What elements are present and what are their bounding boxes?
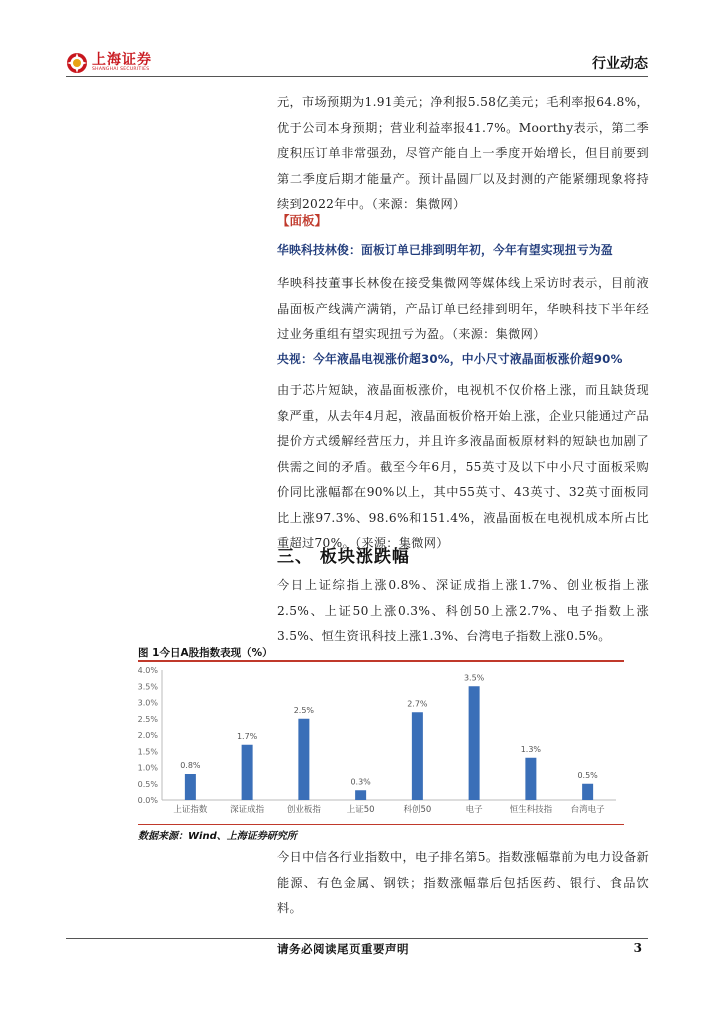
y-tick-label: 2.5% xyxy=(137,714,158,724)
bar xyxy=(185,774,196,800)
y-tick-label: 3.0% xyxy=(137,698,158,708)
data-label: 1.3% xyxy=(520,744,542,754)
paragraph-cpt-text: 华映科技董事长林俊在接受集微网等媒体线上采访时表示，目前液晶面板产线满产满销，产品订单已经排到明年，华映科技下半年经过业务重组有望实现扭亏为盈。（来源：集微网） xyxy=(277,276,649,341)
news-headline-cpt: 华映科技林俊：面板订单已排到明年初，今年有望实现扭亏为盈 xyxy=(277,243,613,257)
bar xyxy=(355,790,366,800)
paragraph-index-summary xyxy=(277,573,649,650)
paragraph-industry-rank-text: 今日中信各行业指数中，电子排名第5。指数涨幅靠前为电力设备新能源、有色金属、钢铁；指数涨幅靠后包括医药、银行、食品饮料。 xyxy=(277,850,649,915)
data-label: 3.5% xyxy=(463,673,485,683)
figure-title: 图 1今日A股指数表现（%） xyxy=(138,647,273,659)
x-tick-label: 上证指数 xyxy=(173,805,208,815)
y-tick-label: 0.5% xyxy=(137,779,158,789)
header-divider xyxy=(66,76,648,77)
x-tick-label: 台湾电子 xyxy=(570,805,605,815)
paragraph-industry-rank xyxy=(277,845,649,922)
y-tick-label: 4.0% xyxy=(137,666,158,675)
bar xyxy=(298,719,309,800)
x-tick-label: 上证50 xyxy=(346,805,375,815)
paragraph-cctv-text: 由于芯片短缺，液晶面板涨价，电视机不仅价格上涨，而且缺货现象严重，从去年4月起，液晶面板价格开始上涨，企业只能通过产品提价方式缓解经营压力，并且许多液晶面板原材料的短缺也加剧了供需之间的矛盾。截至今年6月，55英寸及以下中小尺寸面板采购价同比涨幅都在90%以上，其中55英寸、43英寸、32英寸面板同比上涨97.3%、98.6%和151.4%，液晶面板在电视机成本所占比重超过70%。（来源：集微网） xyxy=(277,383,649,550)
paragraph-earnings-text: 元，市场预期为1.91美元；净利报5.58亿美元；毛利率报64.8%，优于公司本身预期；营业利益率报41.7%。Moorthy表示，第二季度积压订单非常强劲，尽管产能自上一季度开始增长，但目前要到第二季度后期才能量产。预计晶圆厂以及封测的产能紧绷现象将持续到2022年中。（来源：集微网） xyxy=(277,95,649,211)
bar xyxy=(412,712,423,800)
bar xyxy=(469,686,480,800)
paragraph-earnings xyxy=(277,90,649,218)
data-label: 1.7% xyxy=(236,731,258,741)
disclaimer-note: 请务必阅读尾页重要声明 xyxy=(277,942,409,956)
footer-divider xyxy=(66,938,648,939)
logo-emblem-icon xyxy=(66,52,88,74)
y-tick-label: 3.5% xyxy=(137,682,158,692)
x-tick-label: 深证成指 xyxy=(230,805,265,815)
x-tick-label: 科创50 xyxy=(403,805,432,815)
y-tick-label: 0.0% xyxy=(137,796,158,805)
data-label: 2.5% xyxy=(293,705,315,715)
data-label: 2.7% xyxy=(407,699,428,709)
page-number: 3 xyxy=(633,941,642,955)
category-tag-panel: 【面板】 xyxy=(277,213,328,228)
data-label: 0.3% xyxy=(350,777,371,787)
bar xyxy=(242,745,253,800)
x-tick-label: 电子 xyxy=(465,805,483,815)
y-tick-label: 2.0% xyxy=(137,731,158,740)
x-tick-label: 创业板指 xyxy=(286,805,321,815)
bar xyxy=(582,784,593,800)
company-logo xyxy=(66,52,152,74)
news-headline-cctv: 央视：今年液晶电视涨价超30%，中小尺寸液晶面板涨价超90% xyxy=(277,352,623,366)
x-tick-label: 恒生科技指 xyxy=(509,805,553,815)
y-tick-label: 1.5% xyxy=(137,747,158,757)
figure-bottom-rule xyxy=(138,824,624,825)
logo-name-en: SHANGHAI SECURITIES xyxy=(92,67,150,73)
section-title: 三、 板块涨跌幅 xyxy=(277,547,410,567)
data-label: 0.8% xyxy=(180,761,201,770)
figure-source: 数据来源：Wind、上海证券研究所 xyxy=(138,831,297,842)
report-type-label: 行业动态 xyxy=(592,56,648,72)
paragraph-index-summary-text: 今日上证综指上涨0.8%、深证成指上涨1.7%、创业板指上涨2.5%、上证50上涨0.3%、科创50上涨2.7%、电子指数上涨3.5%、恒生资讯科技上涨1.3%、台湾电子指数上涨0.5%。 xyxy=(277,578,649,643)
data-label: 0.5% xyxy=(577,770,598,780)
paragraph-cctv xyxy=(277,378,649,557)
paragraph-cpt xyxy=(277,271,649,348)
y-tick-label: 1.0% xyxy=(137,763,158,773)
index-performance-chart xyxy=(130,662,624,824)
logo-name-cn: 上海证券 xyxy=(92,52,152,69)
page-header xyxy=(0,0,724,80)
bar xyxy=(525,758,536,800)
